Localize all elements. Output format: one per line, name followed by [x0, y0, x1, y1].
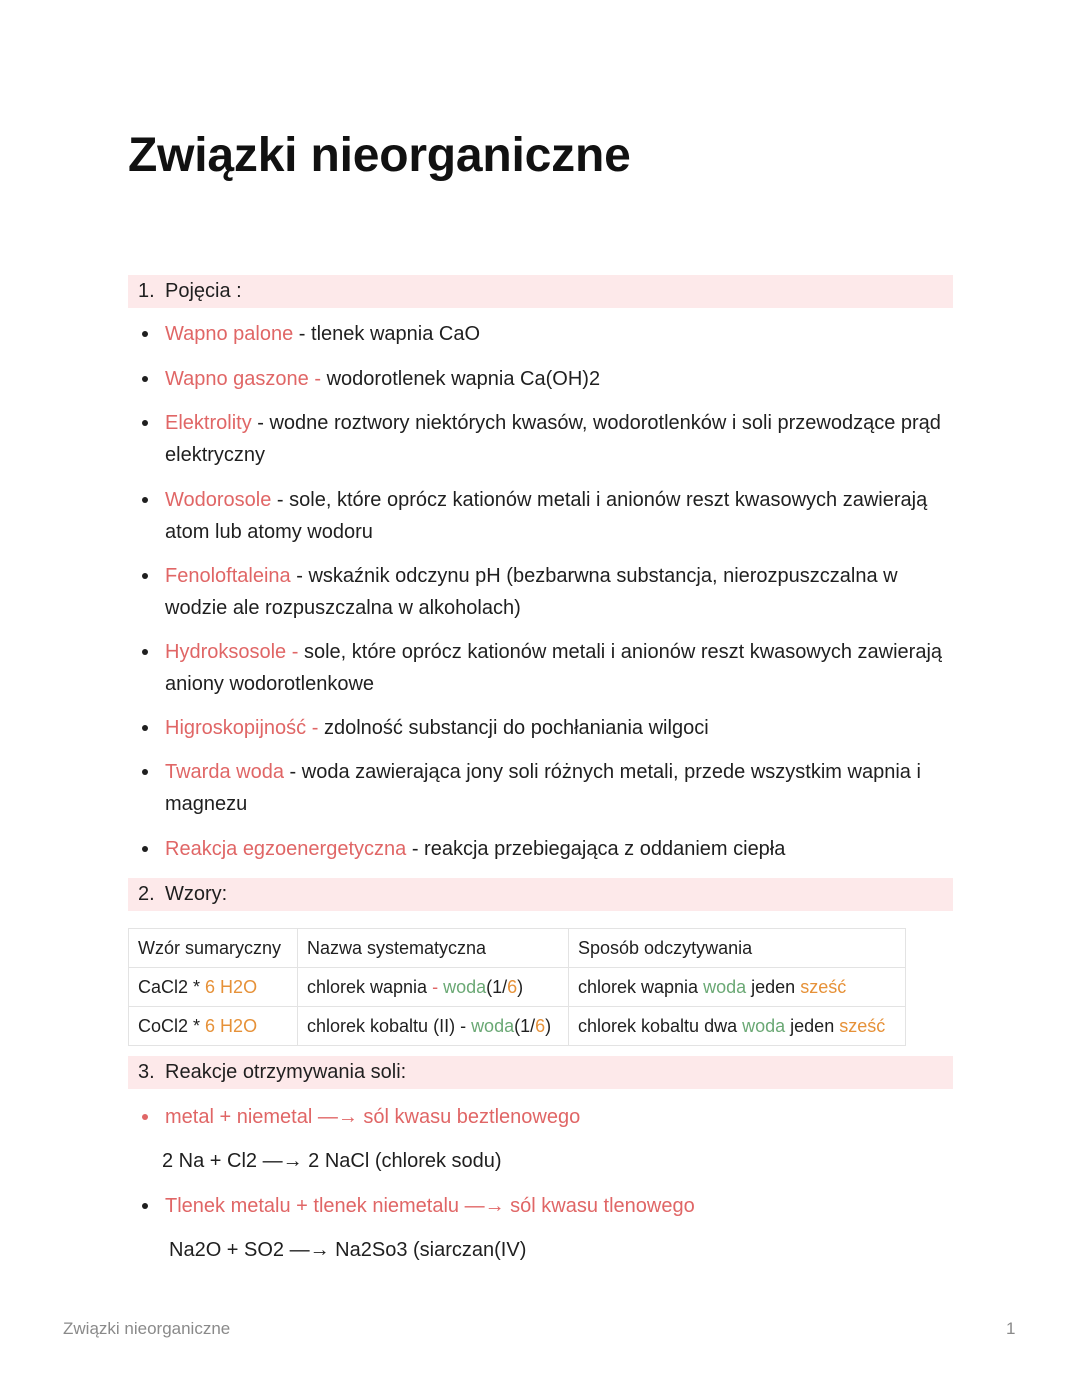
definition-separator: - — [306, 717, 324, 739]
section-header-wzory — [128, 878, 953, 911]
formula-star: * — [188, 976, 206, 997]
reaction-rule: Tlenek metalu + tlenek niemetalu —→ sól kwasu tlenowego — [165, 1190, 955, 1222]
name-water: woda — [471, 1015, 515, 1036]
reading-water: woda — [742, 1015, 786, 1036]
cell-reading — [569, 968, 906, 1007]
section-label: Reakcje otrzymywania soli: — [165, 1061, 407, 1083]
reaction-example: Na2O + SO2 —→ Na2So3 (siarczan(IV) — [169, 1239, 527, 1261]
formula-hydrate: 6 H2O — [205, 1015, 258, 1036]
definition-text: sole, które oprócz kationów metali i anionów reszt kwasowych zawierają aniony wodorotlenkowe — [165, 641, 943, 695]
definition-item — [165, 833, 955, 865]
formulas-table — [128, 928, 906, 1046]
definition-separator: - — [293, 323, 312, 345]
definition-separator: - — [290, 565, 309, 587]
section-number: 3. — [138, 1061, 155, 1083]
definition-item — [165, 636, 955, 700]
definition-text: zdolność substancji do pochłaniania wilgoci — [323, 717, 709, 739]
definition-text: woda zawierająca jony soli różnych metali, przede wszystkim wapnia i magnezu — [165, 761, 921, 815]
reading-six: sześć — [839, 1015, 886, 1036]
definition-item — [165, 560, 955, 624]
cell-formula — [129, 968, 298, 1007]
section-header-pojecia — [128, 275, 953, 308]
definition-term: Wapno palone — [165, 323, 294, 345]
page-title: Związki nieorganiczne — [128, 129, 631, 182]
table-row — [129, 968, 906, 1007]
definition-term: Hydroksosole — [165, 641, 287, 663]
name-separator: - — [427, 976, 444, 997]
definition-item — [165, 484, 955, 548]
definition-term: Higroskopijność — [165, 717, 307, 739]
definition-text: sole, które oprócz kationów metali i anionów reszt kwasowych zawierają atom lub atomy wodoru — [165, 489, 928, 543]
name-text: chlorek wapnia — [307, 976, 428, 997]
footer-title: Związki nieorganiczne — [63, 1319, 231, 1338]
section-number: 2. — [138, 883, 155, 905]
name-six: 6 — [507, 976, 518, 997]
section-label: Pojęcia : — [165, 280, 242, 302]
section-label: Wzory: — [165, 883, 228, 905]
definition-text: reakcja przebiegająca z oddaniem ciepła — [424, 838, 786, 860]
name-six: 6 — [535, 1015, 546, 1036]
cell-name — [298, 1007, 569, 1046]
reaction-example: 2 Na + Cl2 —→ 2 NaCl (chlorek sodu) — [162, 1150, 502, 1172]
reading-text: chlorek wapnia — [578, 976, 699, 997]
name-paren-close: ) — [517, 976, 524, 997]
definition-term: Twarda woda — [165, 761, 284, 783]
definition-item — [165, 363, 955, 395]
formula-hydrate: 6 H2O — [205, 976, 258, 997]
cell-formula — [129, 1007, 298, 1046]
definition-item — [165, 712, 955, 744]
reading-six: sześć — [800, 976, 847, 997]
column-header-reading: Sposób odczytywania — [569, 929, 906, 968]
definition-text: wodne roztwory niektórych kwasów, wodorotlenków i soli przewodzące prąd elektryczny — [165, 412, 941, 466]
definition-text: wodorotlenek wapnia Ca(OH)2 — [326, 368, 601, 390]
column-header-formula: Wzór sumaryczny — [129, 929, 298, 968]
name-paren-open: (1/ — [486, 976, 508, 997]
definition-term: Fenoloftaleina — [165, 565, 291, 587]
reading-one: jeden — [790, 1015, 835, 1036]
table-header-row — [129, 929, 906, 968]
definition-text: tlenek wapnia CaO — [311, 323, 481, 345]
definition-separator: - — [251, 412, 270, 434]
definition-term: Reakcja egzoenergetyczna — [165, 838, 407, 860]
definition-term: Elektrolity — [165, 412, 252, 434]
definition-text: wskaźnik odczynu pH (bezbarwna substancja, nierozpuszczalna w wodzie ale rozpuszczalna w alkoholach) — [165, 565, 898, 619]
cell-name — [298, 968, 569, 1007]
name-text: chlorek kobaltu (II) — [307, 1015, 456, 1036]
section-header-reakcje — [128, 1056, 953, 1089]
formula-text: CaCl2 — [138, 976, 189, 997]
section-number: 1. — [138, 280, 155, 302]
table-row — [129, 1007, 906, 1046]
definition-term: Wodorosole — [165, 489, 272, 511]
definition-item — [165, 756, 955, 820]
column-header-name: Nazwa systematyczna — [298, 929, 569, 968]
reading-water: woda — [703, 976, 747, 997]
page-number: 1 — [1006, 1319, 1016, 1338]
reading-one: jeden — [751, 976, 796, 997]
name-paren-close: ) — [545, 1015, 552, 1036]
definition-separator: - — [271, 489, 290, 511]
formula-text: CoCl2 — [138, 1015, 189, 1036]
definition-separator: - — [406, 838, 425, 860]
name-separator: - — [455, 1015, 472, 1036]
reading-text: chlorek kobaltu dwa — [578, 1015, 738, 1036]
reaction-rule: metal + niemetal —→ sól kwasu beztlenowego — [165, 1101, 955, 1133]
definition-term: Wapno gaszone — [165, 368, 309, 390]
definition-item — [165, 318, 955, 350]
definition-separator: - — [286, 641, 304, 663]
definition-separator: - — [283, 761, 302, 783]
name-water: woda — [443, 976, 487, 997]
formula-star: * — [188, 1015, 206, 1036]
definition-item — [165, 407, 955, 471]
cell-reading — [569, 1007, 906, 1046]
definition-separator: - — [308, 368, 327, 390]
name-paren-open: (1/ — [514, 1015, 536, 1036]
